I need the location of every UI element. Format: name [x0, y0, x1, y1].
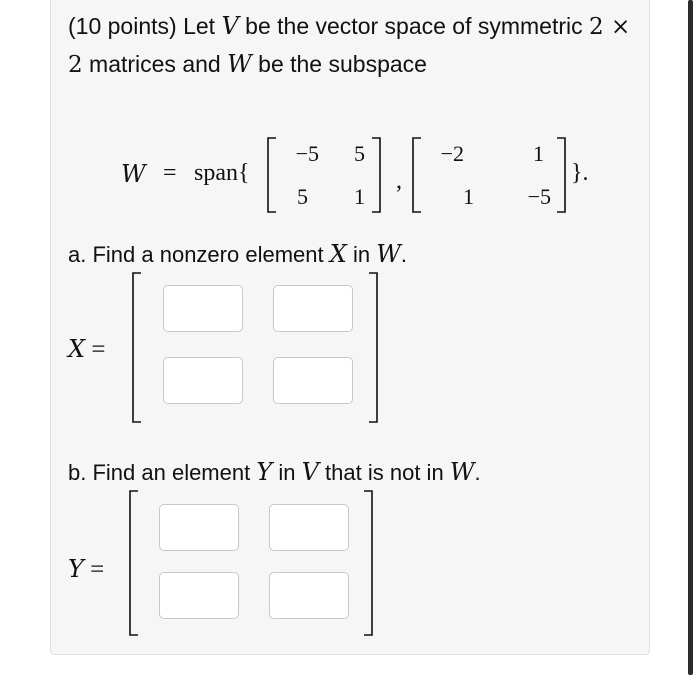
part-b-space-v: V: [301, 458, 319, 486]
x-equation-label: [68, 335, 105, 364]
part-a-space: W: [376, 240, 401, 268]
part-b-text-1: b. Find an element: [68, 460, 251, 485]
part-a-text-1: a. Find a nonzero element: [68, 242, 324, 267]
part-b-prompt: [68, 458, 481, 486]
span-equals: =: [163, 160, 177, 186]
part-b-text-2: in: [278, 460, 296, 485]
y-lhs: Y: [68, 555, 84, 583]
matrix1-a21: 5: [297, 184, 308, 209]
y-entry-11[interactable]: [159, 504, 239, 551]
x-lhs: X: [68, 335, 86, 363]
y-entry-21[interactable]: [159, 572, 239, 619]
question-card: [50, 0, 650, 655]
matrix1-a22: 1: [354, 184, 365, 209]
intro-text-1: Let: [183, 13, 216, 39]
matrix2-a11: −2: [440, 141, 464, 166]
part-a-prompt: [68, 240, 407, 268]
part-b-var: Y: [256, 458, 273, 486]
points-label: (10 points): [68, 13, 177, 39]
space-w: W: [227, 50, 252, 78]
intro-text-3: matrices and: [89, 51, 221, 77]
y-equals: =: [90, 556, 105, 583]
part-b-text-3: that is not in: [325, 460, 444, 485]
problem-statement: [68, 8, 638, 84]
part-a-period: .: [400, 242, 407, 267]
intro-text-2: be the vector space of symmetric: [245, 13, 583, 39]
x-entry-12[interactable]: [273, 285, 353, 332]
x-equals: =: [91, 336, 106, 363]
part-a-text-2: in: [352, 242, 371, 267]
scrollbar[interactable]: [688, 0, 693, 675]
span-comma: ,: [396, 168, 402, 194]
y-entry-22[interactable]: [269, 572, 349, 619]
matrix-size: 2 × 2: [68, 14, 631, 78]
part-b-space-w: W: [449, 458, 475, 486]
part-b-period: .: [474, 460, 481, 485]
matrix1-a11: −5: [295, 141, 319, 166]
matrix2-a21: 1: [463, 184, 474, 209]
matrix2-a22: −5: [527, 184, 551, 209]
y-equation-label: [68, 555, 104, 584]
span-lhs: W: [121, 160, 146, 188]
span-close: }.: [571, 160, 589, 186]
space-v: V: [221, 12, 239, 40]
x-entry-22[interactable]: [273, 357, 353, 404]
intro-text-4: be the subspace: [258, 51, 427, 77]
y-entry-12[interactable]: [269, 504, 349, 551]
part-a-var: X: [329, 240, 347, 268]
matrix1-a12: 5: [354, 141, 365, 166]
x-entry-11[interactable]: [163, 285, 243, 332]
span-open: span{: [194, 160, 250, 186]
matrix2-a12: 1: [533, 141, 544, 166]
x-entry-21[interactable]: [163, 357, 243, 404]
